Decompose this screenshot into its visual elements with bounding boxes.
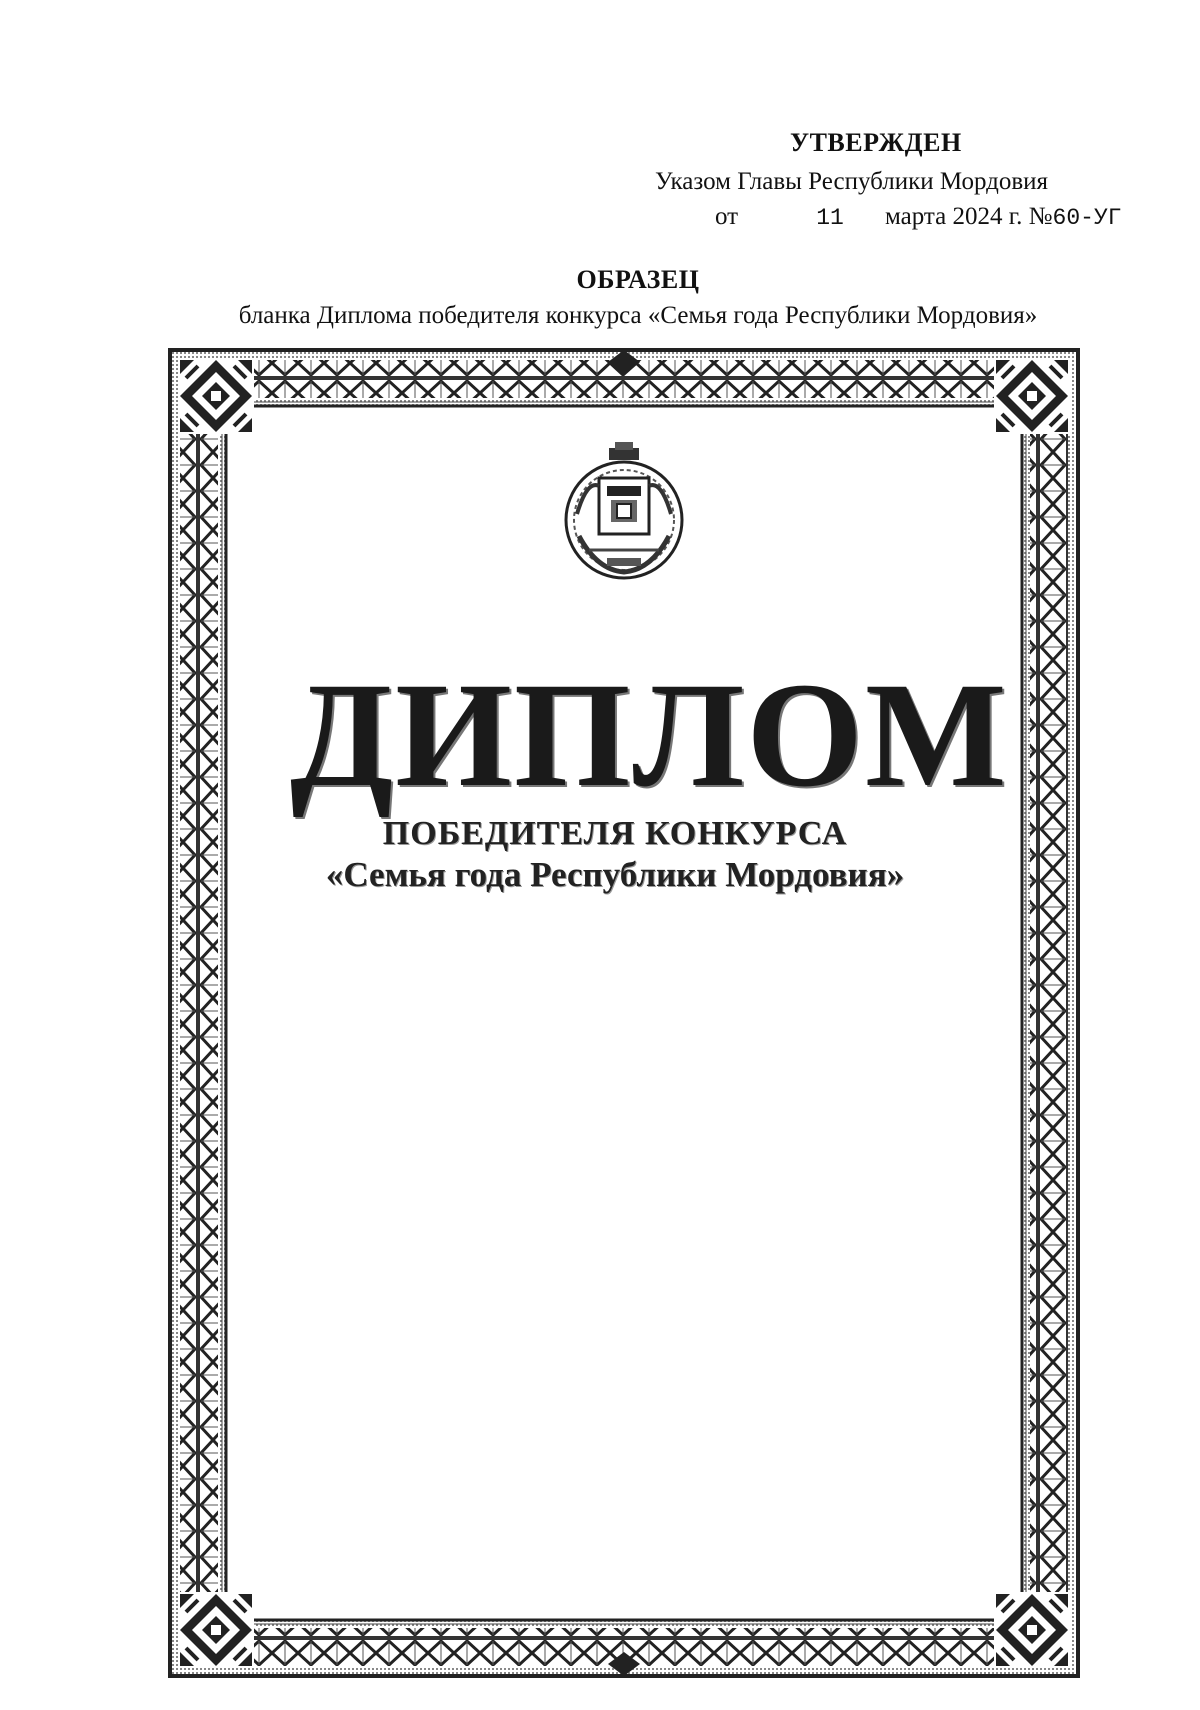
- sample-title: ОБРАЗЕЦ: [576, 265, 700, 294]
- diploma-heading: ДИПЛОМ: [290, 652, 1009, 818]
- approval-date-line: [715, 203, 1122, 231]
- date-month-year: марта 2024 г. №: [885, 203, 1053, 230]
- corner-ornament-icon: [994, 358, 1070, 434]
- diploma-winner-line: ПОБЕДИТЕЛЯ КОНКУРСА: [382, 815, 848, 852]
- approval-decree-line: Указом Главы Республики Мордовия: [655, 168, 1049, 195]
- corner-ornament-icon: [994, 1592, 1070, 1668]
- corner-ornament-icon: [178, 358, 254, 434]
- corner-ornament-icon: [178, 1592, 254, 1668]
- date-day: 11: [816, 205, 844, 231]
- approval-title: УТВЕРЖДЕН: [790, 128, 962, 157]
- decree-number: 60-УГ: [1052, 205, 1122, 231]
- coat-of-arms-icon: [557, 440, 692, 590]
- date-prefix: от: [715, 203, 739, 230]
- sample-subtitle: бланка Диплома победителя конкурса «Семья года Республики Мордовия»: [238, 302, 1038, 329]
- diploma-contest-line: «Семья года Республики Мордовия»: [325, 855, 905, 894]
